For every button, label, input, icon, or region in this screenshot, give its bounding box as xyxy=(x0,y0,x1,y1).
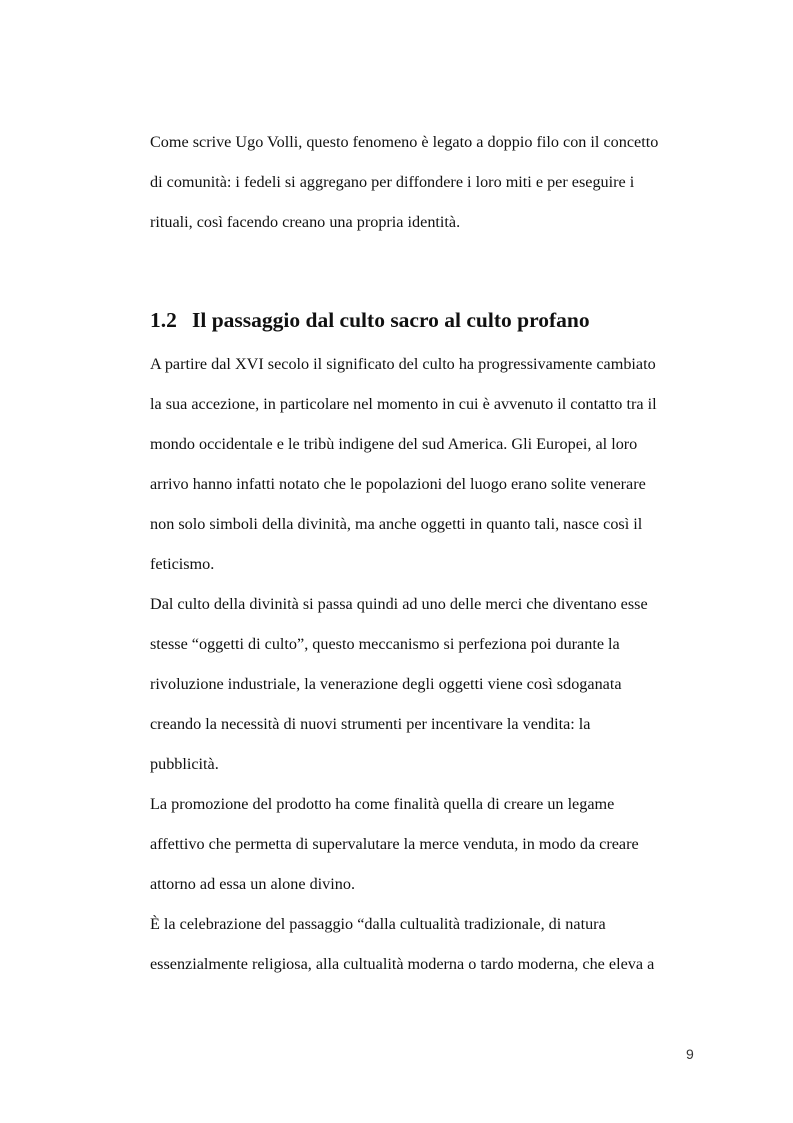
intro-line: di comunità: i fedeli si aggregano per diffondere i loro miti e per eseguire i xyxy=(150,173,635,191)
section-title: Il passaggio dal culto sacro al culto profano xyxy=(192,308,590,332)
body-line: stesse “oggetti di culto”, questo meccanismo si perfeziona poi durante la xyxy=(150,635,620,653)
body-line: rivoluzione industriale, la venerazione degli oggetti viene così sdoganata xyxy=(150,675,622,693)
body-line: arrivo hanno infatti notato che le popolazioni del luogo erano solite venerare xyxy=(150,475,646,493)
body-line: attorno ad essa un alone divino. xyxy=(150,875,355,893)
body-line: A partire dal XVI secolo il significato del culto ha progressivamente cambiato xyxy=(150,355,656,373)
body-line: pubblicità. xyxy=(150,755,219,773)
body-line: La promozione del prodotto ha come finalità quella di creare un legame xyxy=(150,795,615,813)
body-line: Dal culto della divinità si passa quindi ad uno delle merci che diventano esse xyxy=(150,595,648,613)
intro-line: Come scrive Ugo Volli, questo fenomeno è legato a doppio filo con il concetto xyxy=(150,133,659,151)
body-line: essenzialmente religiosa, alla cultualità moderna o tardo moderna, che eleva a xyxy=(150,955,655,973)
page-number: 9 xyxy=(686,1046,694,1062)
intro-line: rituali, così facendo creano una propria identità. xyxy=(150,213,461,231)
section-number: 1.2 xyxy=(150,308,177,332)
body-line: la sua accezione, in particolare nel momento in cui è avvenuto il contatto tra il xyxy=(150,395,657,413)
body-line: feticismo. xyxy=(150,555,215,573)
body-line: affettivo che permetta di supervalutare la merce venduta, in modo da creare xyxy=(150,835,639,853)
body-line: mondo occidentale e le tribù indigene del sud America. Gli Europei, al loro xyxy=(150,435,638,453)
body-line: È la celebrazione del passaggio “dalla cultualità tradizionale, di natura xyxy=(150,915,606,933)
body-line: non solo simboli della divinità, ma anche oggetti in quanto tali, nasce così il xyxy=(150,515,643,533)
section-heading xyxy=(150,307,590,333)
body-line: creando la necessità di nuovi strumenti per incentivare la vendita: la xyxy=(150,715,591,733)
